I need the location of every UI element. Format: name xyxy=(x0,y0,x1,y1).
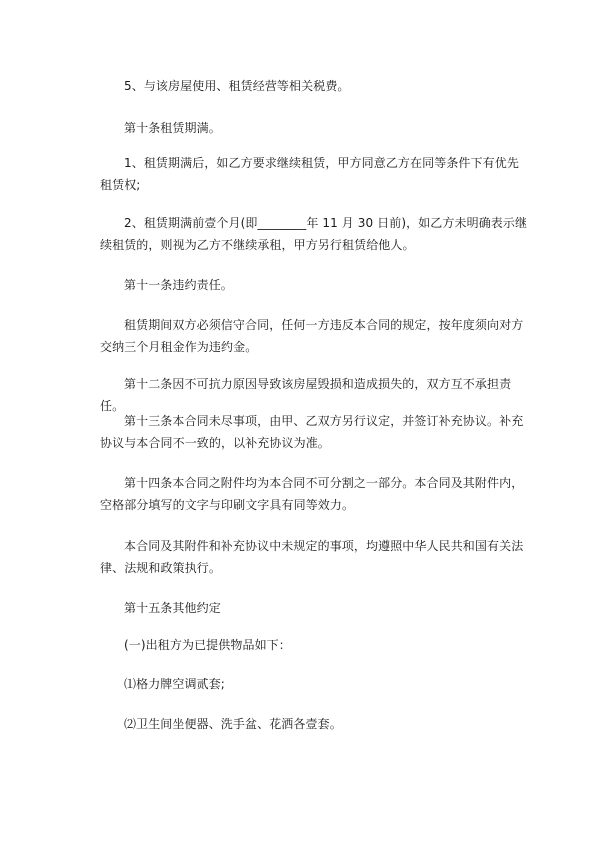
paragraph-article-13: 第十三条本合同未尽事项，由甲、乙双方另行议定，并签订补充协议。补充协议与本合同不一致的，以补充协议为准。 xyxy=(100,414,524,450)
heading-article-11: 第十一条违约责任。 xyxy=(124,278,233,292)
list-item-bathroom-fixtures: ⑵卫生间坐便器、洗手盆、花洒各壹套。 xyxy=(124,717,342,731)
paragraph-article-12: 第十二条因不可抗力原因导致该房屋毁损和造成损失的，双方互不承担责任。 xyxy=(100,377,512,413)
paragraph-breach-penalty: 租赁期间双方必须信守合同，任何一方违反本合同的规定，按年度须向对方交纳三个月租金作为违约金。 xyxy=(100,318,524,354)
heading-article-10: 第十条租赁期满。 xyxy=(124,121,221,135)
paragraph-article-14: 第十四条本合同之附件均为本合同不可分割之一部分。本合同及其附件内，空格部分填写的文字与印刷文字具有同等效力。 xyxy=(100,476,524,512)
heading-article-15: 第十五条其他约定 xyxy=(124,601,221,615)
paragraph-tax-fees: 5、与该房屋使用、租赁经营等相关税费。 xyxy=(124,79,350,93)
paragraph-renewal-priority: 1、租赁期满后，如乙方要求继续租赁，甲方同意乙方在同等条件下有优先租赁权; xyxy=(100,156,519,192)
paragraph-provided-items: (一)出租方为已提供物品如下： xyxy=(124,638,291,652)
paragraph-renewal-notice: 2、租赁期满前壹个月(即________年 11 月 30 日前)，如乙方未明确表示继续租赁的，则视为乙方不继续承租，甲方另行租赁给他人。 xyxy=(100,216,528,252)
list-item-air-conditioner: ⑴格力牌空调贰套; xyxy=(124,677,225,691)
paragraph-applicable-law: 本合同及其附件和补充协议中未规定的事项，均遵照中华人民共和国有关法律、法规和政策执行。 xyxy=(100,539,524,575)
